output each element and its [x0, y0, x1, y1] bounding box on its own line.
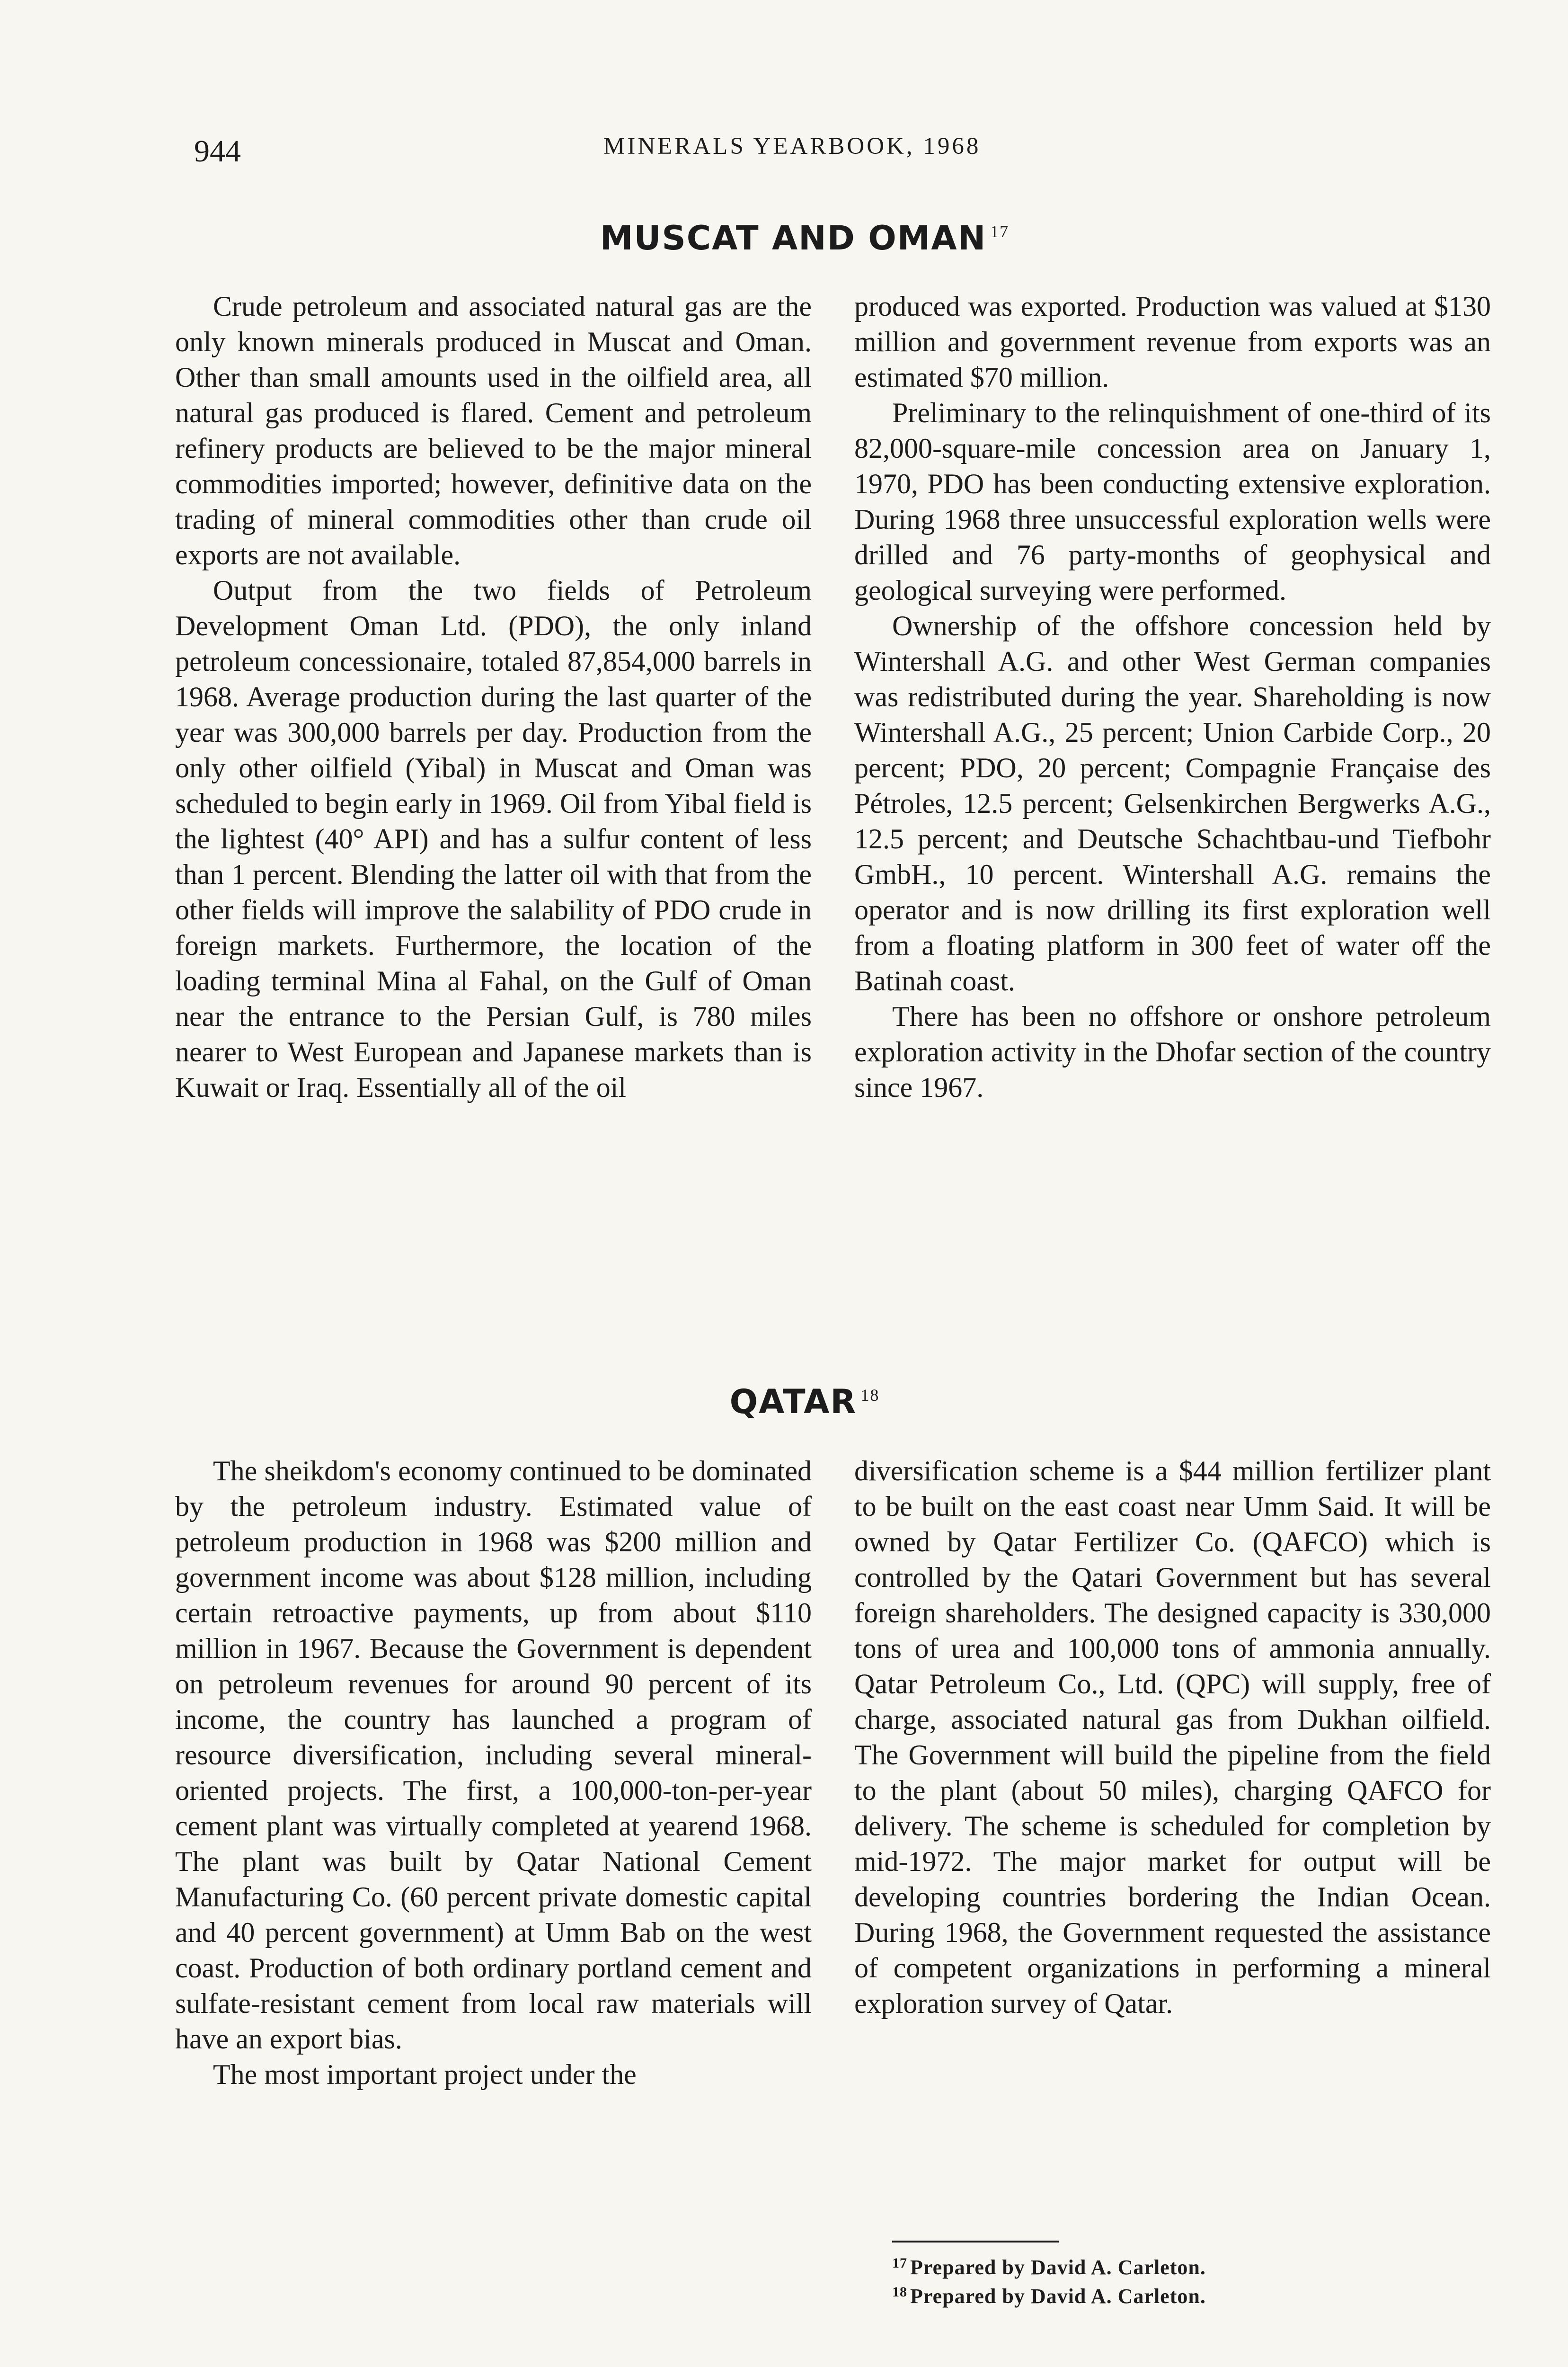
qatar-left-column	[175, 1453, 812, 2092]
footnote	[892, 2251, 1206, 2280]
paragraph: There has been no offshore or onshore petroleum exploration activity in the Dhofar section of the country since 1967.	[854, 1001, 1491, 1103]
paragraph: Ownership of the offshore concession held by Wintershall A.G. and other West German companies was redistributed during the year. Shareholding is now Wintershall A.G., 25 percent; Union Carbide Corp., 20 percent; PDO, 20 percent; Compagnie Française des Pétroles, 12.5 percent; Gelsenkirchen Bergwerks A.G., 12.5 percent; and Deutsche Schachtbau-und Tiefbohr GmbH., 10 percent. Wintershall A.G. remains the operator and is now drilling its first exploration well from a floating platform in 300 feet of water off the Batinah coast.	[854, 610, 1491, 997]
paragraph: Crude petroleum and associated natural gas are the only known minerals produced in Muscat and Oman. Other than small amounts used in the oilfield area, all natural gas produced is flared. Cement and petroleum refinery products are believed to be the major mineral commodities imported; however, definitive data on the trading of mineral commodities other than crude oil exports are not available.	[175, 291, 812, 570]
paragraph: The most important project under the	[213, 2059, 637, 2090]
muscat-right-column	[854, 289, 1491, 1105]
footnotes	[892, 2251, 1206, 2309]
section-title-qatar	[663, 1382, 947, 1421]
footnote-ref: 18	[860, 1386, 880, 1405]
footnote	[892, 2280, 1206, 2309]
paragraph: Preliminary to the relinquishment of one-third of its 82,000-square-mile concession area on January 1, 1970, PDO has been conducting extensive exploration. During 1968 three unsuccessful exploration wells were drilled and 76 party-months of geophysical and geological surveying were performed.	[854, 397, 1491, 606]
footnote-text: Prepared by David A. Carleton.	[910, 2285, 1206, 2308]
paragraph-continuation: diversification scheme is a $44 million fertilizer plant to be built on the east coast near Umm Said. It will be owned by Qatar Fertilizer Co. (QAFCO) which is controlled by the Qatari Government but has several foreign shareholders. The designed capacity is 330,000 tons of urea and 100,000 tons of ammonia annually. Qatar Petroleum Co., Ltd. (QPC) will supply, free of charge, associated natural gas from Dukhan oilfield. The Government will build the pipeline from the field to the plant (about 50 miles), charging QAFCO for delivery. The scheme is scheduled for completion by mid-1972. The major market for output will be developing countries bordering the Indian Ocean. During 1968, the Government requested the assistance of competent organizations in performing a mineral exploration survey of Qatar.	[854, 1455, 1491, 2019]
section-title-text: QATAR	[729, 1382, 857, 1421]
paragraph: Output from the two fields of Petroleum Development Oman Ltd. (PDO), the only inland petroleum concessionaire, totaled 87,854,000 barrels in 1968. Average production during the last quarter of the year was 300,000 barrels per day. Production from the only other oilfield (Yibal) in Muscat and Oman was scheduled to begin early in 1969. Oil from Yibal field is the lightest (40° API) and has a sulfur content of less than 1 percent. Blending the latter oil with that from the other fields will improve the salability of PDO crude in foreign markets. Furthermore, the location of the loading terminal Mina al Fahal, on the Gulf of Oman near the entrance to the Persian Gulf, is 780 miles nearer to West European and Japanese markets than is Kuwait or Iraq. Essentially all of the oil	[175, 575, 812, 1103]
footnote-mark: 17	[892, 2255, 907, 2271]
muscat-left-column	[175, 289, 812, 1105]
page-number: 944	[194, 134, 241, 169]
qatar-right-column	[854, 1453, 1491, 2021]
footnote-rule	[892, 2241, 1059, 2242]
paragraph-continuation: produced was exported. Production was valued at $130 million and government revenue from exports was an estimated $70 million.	[854, 291, 1491, 393]
paragraph: The sheikdom's economy continued to be dominated by the petroleum industry. Estimated value of petroleum production in 1968 was $200 million and government income was about $128 million, including certain retroactive payments, up from about $110 million in 1967. Because the Government is dependent on petroleum revenues for around 90 percent of its income, the country has launched a program of resource diversification, including several mineral-oriented projects. The first, a 100,000-ton-per-year cement plant was virtually completed at yearend 1968. The plant was built by Qatar National Cement Manufacturing Co. (60 percent private domestic capital and 40 percent government) at Umm Bab on the west coast. Production of both ordinary portland cement and sulfate-resistant cement from local raw materials will have an export bias.	[175, 1455, 812, 2055]
footnote-ref: 17	[990, 222, 1010, 241]
footnote-text: Prepared by David A. Carleton.	[910, 2256, 1206, 2279]
section-title-muscat	[521, 219, 1089, 258]
section-title-text: MUSCAT AND OMAN	[600, 219, 987, 258]
running-head: MINERALS YEARBOOK, 1968	[603, 133, 981, 160]
footnote-mark: 18	[892, 2284, 907, 2300]
